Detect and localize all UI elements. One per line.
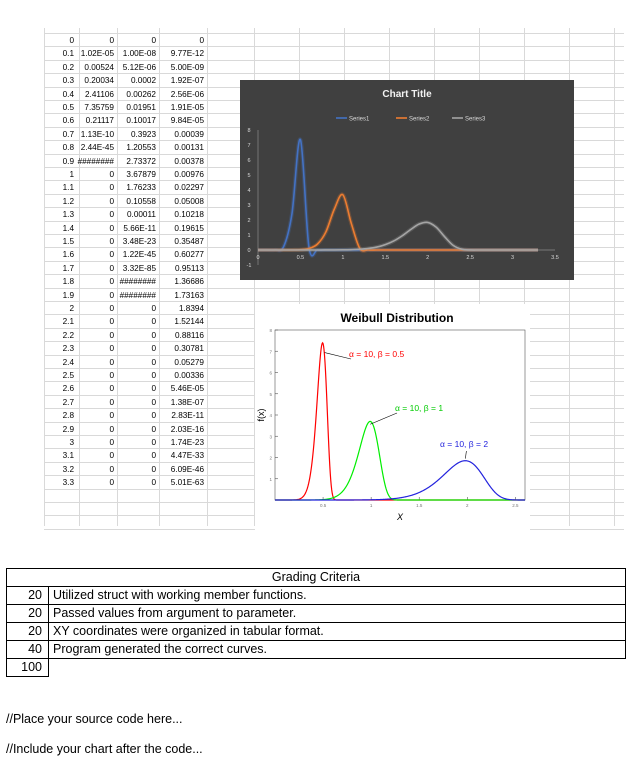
table-cell[interactable]: 0.00039 (174, 129, 204, 139)
table-cell[interactable]: 0 (151, 478, 156, 488)
y-tick-label: 5 (247, 173, 251, 179)
table-cell[interactable]: 1.91E-05 (170, 103, 204, 112)
y-tick-label: 4 (269, 413, 272, 418)
annotation-arrow (325, 353, 351, 359)
table-cell[interactable]: 0 (151, 451, 156, 461)
y-tick-label: 7 (269, 349, 272, 355)
table-cell[interactable]: 0 (109, 183, 114, 193)
table-cell[interactable]: 0 (151, 464, 156, 474)
table-cell[interactable]: 0.9 (62, 156, 74, 166)
table-cell[interactable]: 0.10218 (174, 210, 204, 220)
table-cell[interactable]: 3.48E-23 (122, 237, 156, 246)
table-cell[interactable]: 1.92E-07 (170, 76, 204, 86)
y-axis-label: f(x) (256, 408, 266, 422)
table-cell[interactable]: 0.95113 (175, 263, 204, 273)
table-cell[interactable]: 0 (109, 330, 114, 340)
table-cell[interactable]: 1.8394 (178, 304, 204, 313)
table-cell[interactable]: 0.01951 (126, 103, 156, 112)
grading-text: Passed values from argument to parameter. (49, 605, 626, 623)
y-tick-label: 2 (247, 218, 251, 224)
table-cell[interactable]: 0 (151, 36, 156, 45)
table-cell[interactable]: 0 (151, 317, 156, 327)
y-tick-label: 6 (247, 158, 251, 164)
x-tick-label: 0.5 (296, 255, 305, 261)
x-axis-label: X (396, 512, 404, 522)
table-cell[interactable]: 0.8 (62, 143, 74, 153)
table-cell[interactable]: 2.73372 (126, 156, 156, 166)
y-tick-label: 3 (247, 203, 251, 209)
table-cell[interactable]: 0 (109, 36, 114, 45)
table-cell[interactable]: 3.3 (62, 478, 74, 488)
weibull-chart (255, 304, 530, 534)
grading-text: Program generated the correct curves. (49, 641, 626, 659)
table-cell[interactable]: 1.7 (62, 263, 74, 273)
table-cell[interactable]: 0.10558 (126, 196, 156, 206)
table-cell[interactable]: 1.6 (62, 250, 74, 260)
table-cell[interactable]: 0.0002 (130, 76, 156, 86)
table-cell[interactable]: 0 (151, 357, 156, 367)
x-tick-label: 1 (341, 255, 345, 261)
table-cell[interactable]: 0.7 (62, 129, 74, 139)
weibull-chart-canvas (255, 304, 530, 534)
series-glow (258, 194, 538, 250)
table-cell[interactable]: 0 (109, 411, 114, 421)
table-cell[interactable]: 0 (199, 36, 204, 45)
y-tick-label: 1 (247, 233, 251, 239)
table-cell[interactable]: 0.35487 (174, 237, 204, 246)
table-cell[interactable]: 0 (109, 196, 114, 206)
source-code-note[interactable]: //Place your source code here... (6, 712, 183, 726)
grading-row (7, 641, 626, 659)
table-cell[interactable]: 5.66E-11 (123, 223, 156, 233)
table-cell[interactable]: 0 (109, 250, 114, 260)
table-cell[interactable]: 2.56E-06 (170, 89, 204, 99)
x-tick-label: 2.5 (466, 255, 474, 261)
table-cell[interactable]: 2.83E-11 (171, 411, 204, 421)
table-cell[interactable]: 0 (109, 424, 114, 434)
table-cell[interactable]: 3.32E-85 (122, 263, 156, 273)
table-cell[interactable]: 0.6 (62, 116, 74, 126)
table-cell[interactable]: 0 (151, 304, 156, 313)
table-cell[interactable]: 0 (109, 170, 114, 179)
annotation-arrow (370, 413, 397, 424)
curve-annotation: α = 10, β = 2 (440, 439, 489, 449)
grading-row (7, 605, 626, 623)
table-cell[interactable]: 9.77E-12 (170, 49, 204, 59)
x-tick-label: 2 (466, 503, 469, 508)
table-cell[interactable]: 0 (151, 438, 156, 447)
legend-label[interactable]: Series2 (409, 116, 430, 123)
table-cell[interactable]: 0.00378 (174, 156, 204, 166)
table-cell[interactable]: 0.2 (62, 62, 74, 72)
table-cell[interactable]: 0 (109, 438, 114, 447)
table-cell[interactable]: 2.7 (62, 397, 74, 407)
table-cell[interactable]: 2.03E-16 (170, 424, 204, 434)
table-cell[interactable]: 2.8 (62, 411, 74, 421)
table-cell[interactable]: 0.20034 (84, 76, 114, 86)
table-cell[interactable]: 6.09E-46 (170, 464, 204, 474)
table-cell[interactable]: 3 (69, 438, 74, 447)
table-cell[interactable]: 0.3923 (130, 129, 156, 139)
table-cell[interactable]: 1.8 (62, 277, 74, 287)
table-cell[interactable]: 0.88116 (175, 330, 204, 340)
table-cell[interactable]: 0.00976 (174, 170, 204, 179)
curve-annotation: α = 10, β = 0.5 (349, 349, 405, 359)
table-cell[interactable]: 0 (109, 263, 114, 273)
table-cell[interactable]: 0.05008 (174, 196, 204, 206)
table-cell[interactable]: 3.1 (62, 451, 74, 461)
table-cell[interactable]: 0.19615 (174, 223, 204, 233)
table-cell[interactable]: 2.1 (62, 317, 74, 327)
table-cell[interactable]: 1.1 (62, 183, 74, 193)
table-cell[interactable]: 0.05279 (174, 357, 204, 367)
table-cell[interactable]: 0.02297 (174, 183, 204, 193)
table-cell[interactable]: 0 (109, 317, 114, 327)
table-cell[interactable]: 0.00131 (174, 143, 204, 153)
table-cell[interactable]: 0.4 (62, 89, 74, 99)
y-tick-label: 2 (269, 455, 272, 461)
table-cell[interactable]: ######## (77, 156, 114, 166)
table-cell[interactable]: 2.5 (62, 371, 74, 380)
table-cell[interactable]: 0 (151, 384, 156, 394)
x-tick-label: 2.5 (512, 503, 519, 508)
x-tick-label: 1.5 (416, 503, 423, 508)
table-cell[interactable]: 0.21117 (85, 116, 114, 126)
series-glow (258, 222, 538, 250)
table-cell[interactable]: 0 (109, 210, 114, 220)
table-cell[interactable]: 0.30781 (174, 344, 204, 354)
table-cell[interactable]: 0 (151, 411, 156, 421)
grading-total-row (7, 659, 626, 677)
table-cell[interactable]: 0 (109, 397, 114, 407)
y-tick-label: 3 (269, 434, 272, 440)
table-cell[interactable]: 0.3 (62, 76, 74, 86)
x-tick-label: 3.5 (551, 255, 559, 261)
grading-header: Grading Criteria (7, 569, 626, 587)
grading-points: 40 (7, 641, 49, 659)
table-cell[interactable]: 3.2 (62, 464, 74, 474)
x-tick-label: 1.5 (381, 255, 390, 261)
grading-points: 20 (7, 587, 49, 605)
table-cell[interactable]: 0 (109, 371, 114, 380)
grading-text: XY coordinates were organized in tabular format. (49, 623, 626, 641)
table-cell[interactable]: 1.2 (62, 196, 74, 206)
table-cell[interactable]: 4.47E-33 (170, 451, 204, 461)
chart-title[interactable]: Chart Title (382, 89, 432, 100)
y-tick-label: 0 (247, 248, 251, 254)
table-cell[interactable]: 1.22E-45 (122, 250, 156, 260)
table-cell[interactable]: 0 (109, 290, 114, 300)
x-tick-label: 3 (511, 255, 515, 261)
table-cell[interactable]: 0.00336 (174, 371, 204, 380)
excel-chart[interactable] (240, 80, 574, 280)
table-cell[interactable]: 2.6 (62, 384, 74, 394)
table-cell[interactable]: 1.3 (62, 210, 74, 220)
table-cell[interactable]: 1 (69, 170, 74, 179)
table-cell[interactable]: 5.00E-09 (170, 62, 204, 72)
curve-annotation: α = 10, β = 1 (395, 403, 444, 413)
table-cell[interactable]: ######## (119, 290, 156, 300)
table-cell[interactable]: 0 (109, 344, 114, 354)
grading-total: 100 (7, 659, 49, 677)
table-cell[interactable]: 0 (109, 223, 114, 233)
legend-label[interactable]: Series1 (349, 116, 370, 123)
grading-total-blank (49, 659, 626, 677)
table-cell[interactable]: 5.46E-05 (170, 384, 204, 394)
y-tick-label: 1 (269, 476, 272, 482)
table-cell[interactable]: 0 (109, 464, 114, 474)
table-cell[interactable]: 0 (109, 277, 114, 287)
table-cell[interactable]: 3.67879 (126, 170, 156, 179)
y-tick-label: 6 (269, 370, 272, 376)
x-tick-label: 0 (256, 255, 260, 261)
table-cell[interactable]: 0.00262 (126, 89, 156, 99)
table-cell[interactable]: 0 (151, 397, 156, 407)
table-cell[interactable]: 0.60277 (174, 250, 204, 260)
weibull-curve (275, 343, 525, 500)
table-cell[interactable]: 0.1 (62, 49, 74, 59)
table-cell[interactable]: 1.20553 (126, 143, 156, 153)
table-cell[interactable]: 5.12E-06 (122, 62, 156, 72)
x-tick-label: 0.5 (319, 503, 327, 508)
y-tick-label: 8 (247, 128, 251, 134)
grading-row (7, 587, 626, 605)
y-tick-label: 5 (269, 391, 272, 397)
table-cell[interactable]: 1.36686 (174, 277, 204, 287)
table-cell[interactable]: 0 (109, 304, 114, 313)
table-cell[interactable]: 5.01E-63 (170, 478, 204, 488)
table-cell[interactable]: 1.4 (62, 223, 74, 233)
table-cell[interactable]: 0.5 (62, 103, 74, 112)
table-cell[interactable]: 1.02E-05 (80, 49, 114, 59)
table-cell[interactable]: 1.9 (62, 290, 74, 300)
table-cell[interactable]: 1.5 (62, 237, 74, 246)
grading-criteria-table (6, 568, 626, 677)
table-cell[interactable]: 2.9 (62, 424, 74, 434)
table-cell[interactable]: 0 (109, 384, 114, 394)
table-cell[interactable]: 2.44E-45 (80, 143, 114, 153)
table-cell[interactable]: 1.52144 (174, 317, 204, 327)
y-tick-label: -1 (246, 263, 252, 269)
annotation-arrow (465, 451, 466, 459)
table-cell[interactable]: 1.73163 (174, 290, 204, 300)
table-cell[interactable]: 7.35759 (84, 103, 114, 112)
table-cell[interactable]: 0 (69, 36, 74, 45)
table-cell[interactable]: 1.76233 (126, 183, 156, 193)
series-line[interactable] (258, 194, 538, 250)
table-cell[interactable]: 2.4 (62, 357, 74, 367)
table-cell[interactable]: 0 (109, 357, 114, 367)
grading-points: 20 (7, 605, 49, 623)
grid-column-line (614, 28, 615, 526)
table-cell[interactable]: ######## (119, 277, 156, 287)
weibull-curve (275, 461, 525, 500)
grading-text: Utilized struct with working member functions. (49, 587, 626, 605)
table-cell[interactable]: 2.41106 (85, 89, 114, 99)
grading-header-row (7, 569, 626, 587)
x-tick-label: 2 (426, 255, 430, 261)
x-tick-label: 1 (369, 503, 373, 508)
grading-row (7, 623, 626, 641)
table-cell[interactable]: 0 (109, 237, 114, 246)
table-cell[interactable]: 0 (109, 451, 114, 461)
table-cell[interactable]: 0 (151, 371, 156, 380)
table-cell[interactable]: 2.2 (62, 330, 74, 340)
table-cell[interactable]: 1.38E-07 (170, 397, 204, 407)
y-tick-label: 4 (247, 188, 251, 194)
grading-points: 20 (7, 623, 49, 641)
table-cell[interactable]: 1.13E-10 (80, 129, 114, 139)
table-cell[interactable]: 1.74E-23 (170, 438, 204, 447)
table-cell[interactable]: 0.10017 (126, 116, 156, 126)
table-cell[interactable]: 0.00011 (127, 210, 156, 220)
excel-chart-canvas (240, 80, 574, 280)
table-cell[interactable]: 1.00E-08 (122, 49, 156, 59)
table-cell[interactable]: 0.00524 (84, 62, 114, 72)
y-tick-label: 8 (269, 328, 272, 333)
legend-label[interactable]: Series3 (465, 116, 486, 123)
table-cell[interactable]: 0 (151, 330, 156, 340)
chart-note[interactable]: //Include your chart after the code... (6, 742, 203, 756)
table-cell[interactable]: 0 (151, 344, 156, 354)
table-cell[interactable]: 2 (69, 304, 74, 313)
table-cell[interactable]: 0 (151, 424, 156, 434)
table-cell[interactable]: 2.3 (62, 344, 74, 354)
y-tick-label: 7 (247, 143, 251, 149)
chart-title: Weibull Distribution (340, 311, 454, 325)
table-cell[interactable]: 0 (109, 478, 114, 488)
table-cell[interactable]: 9.84E-05 (170, 116, 204, 126)
grid-column-line (207, 28, 208, 526)
